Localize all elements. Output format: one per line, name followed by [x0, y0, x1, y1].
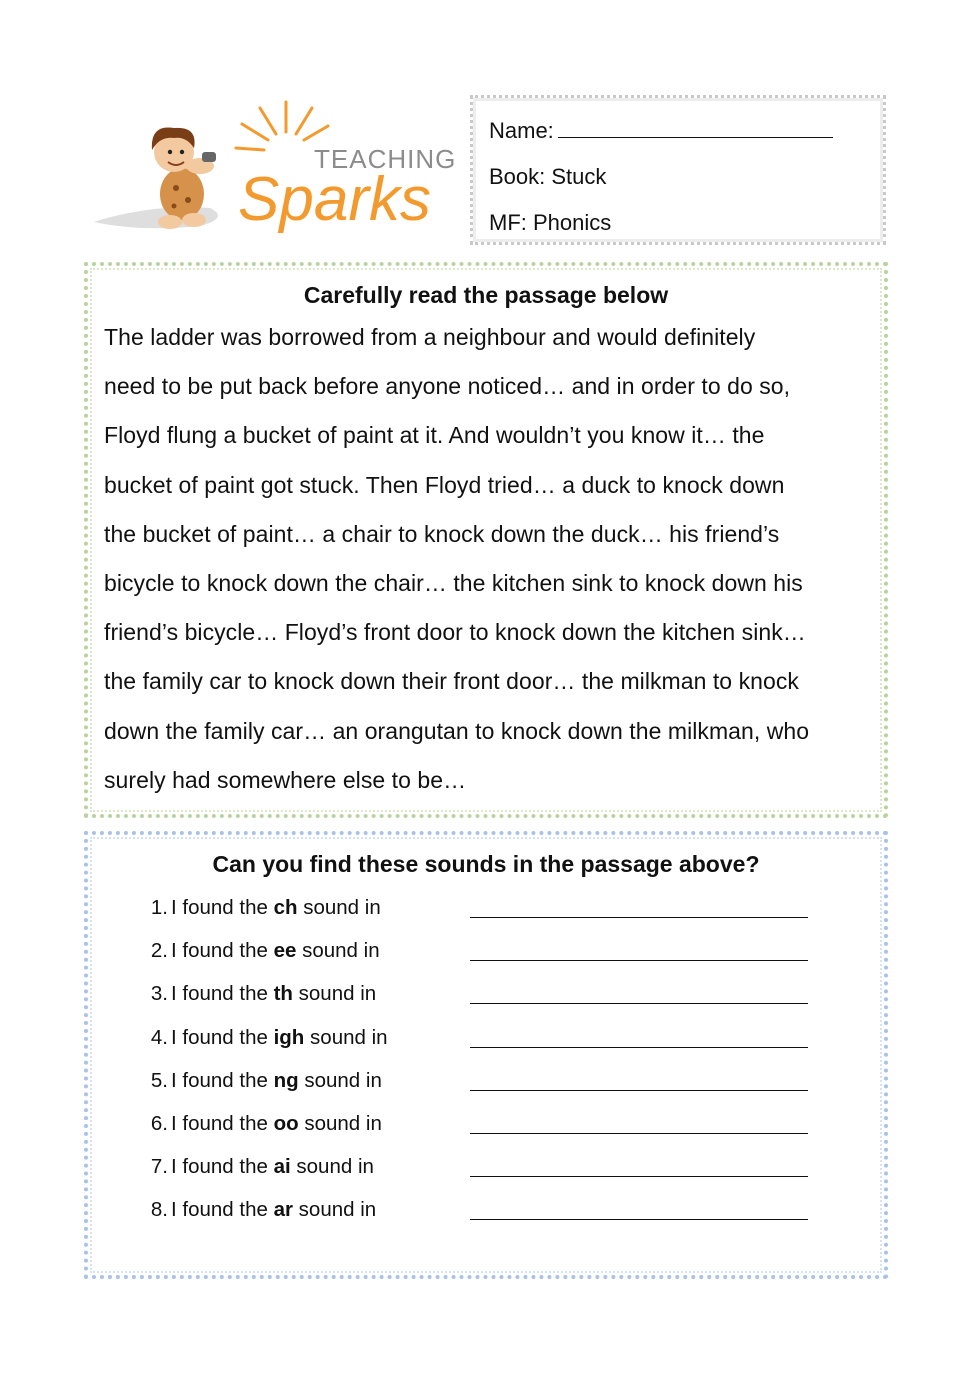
sound-suffix: sound in: [292, 1198, 377, 1222]
sound-prompt: [171, 1195, 376, 1225]
passage-line: need to be put back before anyone noticed… and in order to do so,: [104, 373, 791, 400]
logo-text-top: TEACHING: [314, 144, 457, 174]
sound-letters: ar: [273, 1198, 293, 1222]
passage-line: bucket of paint got stuck. Then Floyd tried… a duck to knock down: [104, 471, 785, 498]
passage-title: Carefully read the passage below: [303, 282, 669, 308]
answer-write-line[interactable]: [470, 1003, 808, 1004]
sounds-list: [104, 893, 868, 1239]
sound-prompt: [171, 979, 376, 1009]
sound-letters: oo: [273, 1111, 299, 1135]
sound-item: [104, 936, 868, 979]
sound-number: 7.: [150, 1155, 168, 1179]
sound-prefix: I found the: [171, 939, 274, 963]
answer-write-line[interactable]: [470, 1133, 808, 1134]
name-label: Name:: [489, 118, 554, 143]
sound-prefix: I found the: [171, 1155, 274, 1179]
passage-text: [104, 313, 868, 805]
sound-item: [104, 1109, 868, 1152]
sound-letters: igh: [273, 1025, 305, 1049]
name-line: [489, 108, 867, 154]
sound-letters: ee: [273, 939, 297, 963]
sound-number: 1.: [150, 896, 168, 919]
sound-item: [104, 1023, 868, 1066]
passage-line: The ladder was borrowed from a neighbour and would definitely: [104, 324, 756, 350]
logo-text-main: Sparks: [238, 165, 431, 234]
sounds-title: Can you find these sounds in the passage above?: [212, 851, 760, 877]
answer-write-line[interactable]: [470, 1219, 808, 1220]
sound-prefix: I found the: [171, 1198, 274, 1222]
book-line: Book: Stuck: [489, 164, 607, 189]
answer-write-line[interactable]: [470, 960, 808, 961]
sound-number: 5.: [150, 1068, 168, 1092]
passage-line: Floyd flung a bucket of paint at it. And wouldn’t you know it… the: [104, 422, 765, 449]
sound-prompt: [171, 1109, 382, 1139]
answer-write-line[interactable]: [470, 1047, 808, 1048]
sound-item: [104, 1195, 868, 1238]
sound-item: [104, 1066, 868, 1109]
answer-write-line[interactable]: [470, 1090, 808, 1091]
sound-suffix: sound in: [304, 1025, 388, 1049]
sound-item: [104, 1152, 868, 1195]
sound-letters: ng: [273, 1068, 299, 1092]
sound-number: 3.: [150, 982, 168, 1006]
sound-prefix: I found the: [171, 982, 274, 1006]
spark-burst-icon: [236, 102, 328, 150]
sound-suffix: sound in: [292, 982, 377, 1006]
sound-prefix: I found the: [171, 1111, 274, 1135]
sound-number: 4.: [150, 1025, 168, 1049]
sound-suffix: sound in: [298, 1111, 382, 1135]
sound-prefix: I found the: [171, 896, 274, 919]
sound-prompt: [171, 1023, 388, 1053]
passage-line: the family car to knock down their front door… the milkman to knock: [104, 668, 799, 695]
passage-line: friend’s bicycle… Floyd’s front door to knock down the kitchen sink…: [104, 619, 806, 646]
sounds-box: [84, 831, 888, 1279]
sound-letters: ai: [273, 1155, 291, 1179]
student-info-box: [470, 95, 886, 245]
sound-number: 2.: [150, 939, 168, 963]
teaching-sparks-logo: [90, 92, 460, 242]
sound-prompt: [171, 1152, 374, 1182]
sound-suffix: sound in: [298, 1068, 382, 1092]
sound-letters: ch: [273, 896, 298, 919]
mf-line: MF: Phonics: [489, 210, 612, 235]
sound-prefix: I found the: [171, 1068, 274, 1092]
sound-number: 6.: [150, 1111, 168, 1135]
passage-box: [84, 262, 888, 818]
sound-prefix: I found the: [171, 1025, 274, 1049]
passage-line: bicycle to knock down the chair… the kitchen sink to knock down his: [104, 570, 803, 597]
name-write-line[interactable]: [558, 117, 833, 138]
sound-suffix: sound in: [296, 939, 380, 963]
sound-prompt: [171, 936, 380, 966]
sound-prompt: [171, 1066, 382, 1096]
passage-line: down the family car… an orangutan to knock down the milkman, who: [104, 717, 810, 744]
sound-prompt: [171, 893, 381, 923]
sound-number: 8.: [150, 1198, 168, 1222]
sound-suffix: sound in: [290, 1155, 374, 1179]
answer-write-line[interactable]: [470, 1176, 808, 1177]
sound-suffix: sound in: [297, 896, 381, 919]
passage-line: surely had somewhere else to be…: [104, 766, 467, 793]
sound-item: [104, 979, 868, 1022]
sound-item: [104, 893, 868, 936]
answer-write-line[interactable]: [470, 917, 808, 918]
passage-line: the bucket of paint… a chair to knock down the duck… his friend’s: [104, 520, 780, 547]
sound-letters: th: [273, 982, 293, 1006]
